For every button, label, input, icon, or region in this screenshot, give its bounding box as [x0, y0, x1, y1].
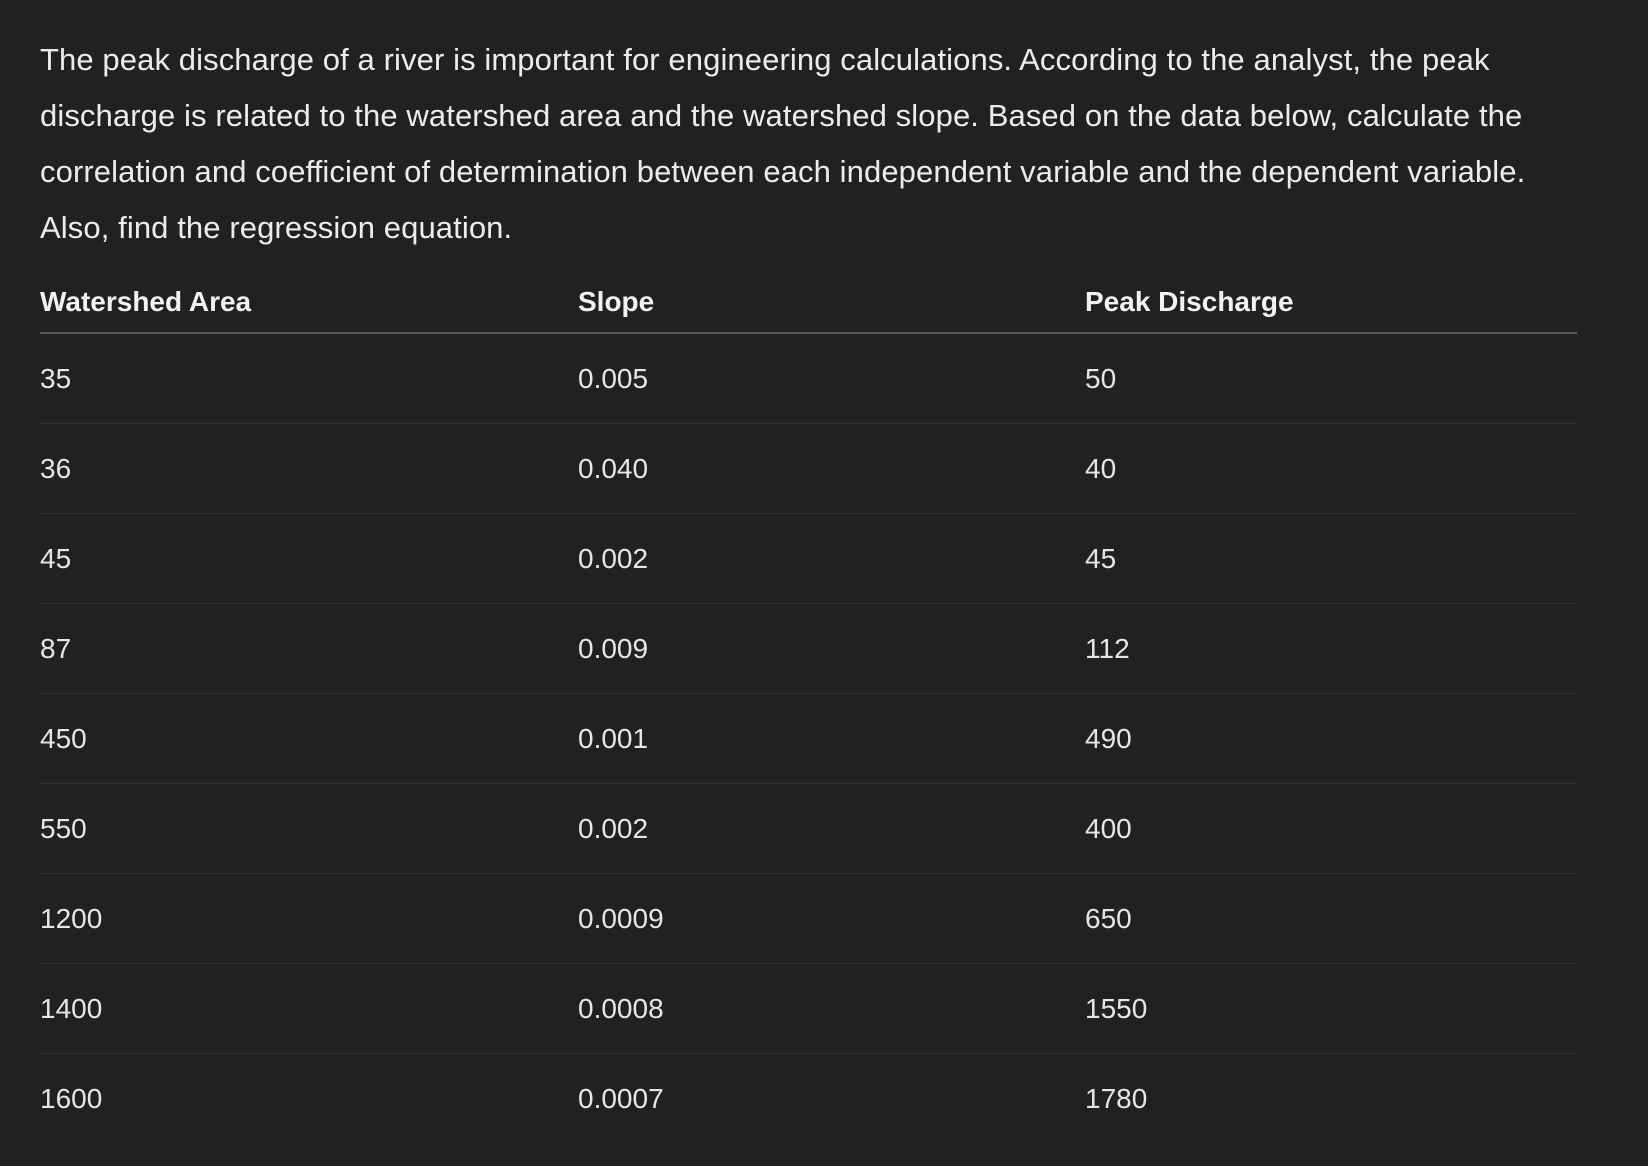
data-table — [40, 272, 1577, 1143]
cell-watershed-area: 450 — [40, 694, 578, 784]
cell-slope: 0.002 — [578, 784, 1085, 874]
cell-peak-discharge: 1780 — [1085, 1082, 1148, 1114]
table-row — [40, 514, 1577, 604]
table-row — [40, 694, 1577, 784]
cell-slope: 0.005 — [578, 333, 1085, 424]
cell-watershed-area: 550 — [40, 784, 578, 874]
table-row — [40, 784, 1577, 874]
cell-peak-discharge: 50 — [1085, 333, 1577, 424]
cell-slope: 0.040 — [578, 424, 1085, 514]
table-row — [40, 604, 1577, 694]
header-slope: Slope — [578, 272, 1085, 333]
cell-watershed-area: 1600 — [40, 1082, 103, 1114]
cell-peak-discharge: 650 — [1085, 874, 1577, 964]
cell-peak-discharge: 112 — [1085, 604, 1577, 694]
header-watershed-area: Watershed Area — [40, 272, 578, 333]
cell-watershed-area: 1400 — [40, 964, 578, 1054]
cell-slope: 0.0008 — [578, 964, 1085, 1054]
cell-slope: 0.0007 — [578, 1082, 664, 1114]
table-row — [40, 1054, 1577, 1144]
table-row — [40, 424, 1577, 514]
table-row — [40, 874, 1577, 964]
cell-slope: 0.0009 — [578, 874, 1085, 964]
table-header-row — [40, 272, 1577, 333]
table-row — [40, 964, 1577, 1054]
table-row — [40, 333, 1577, 424]
cell-peak-discharge: 490 — [1085, 694, 1577, 784]
cell-watershed-area: 45 — [40, 514, 578, 604]
cell-peak-discharge: 400 — [1085, 784, 1577, 874]
cell-peak-discharge: 45 — [1085, 514, 1577, 604]
header-peak-discharge: Peak Discharge — [1085, 272, 1577, 333]
cell-slope: 0.001 — [578, 694, 1085, 784]
cell-peak-discharge: 40 — [1085, 424, 1577, 514]
question-text: The peak discharge of a river is important for engineering calculations. According to the analyst, the peak discharge is related to the watershed area and the watershed slope. Based on the data below, calculate the correlation and coefficient of determination between each independent variable and the dependent variable. Also, find the regression equation. — [40, 42, 1526, 245]
cell-peak-discharge: 1550 — [1085, 964, 1577, 1054]
cell-slope: 0.002 — [578, 514, 1085, 604]
cell-watershed-area: 87 — [40, 604, 578, 694]
cell-watershed-area: 36 — [40, 424, 578, 514]
cell-slope: 0.009 — [578, 604, 1085, 694]
cell-watershed-area: 35 — [40, 333, 578, 424]
cell-watershed-area: 1200 — [40, 874, 578, 964]
